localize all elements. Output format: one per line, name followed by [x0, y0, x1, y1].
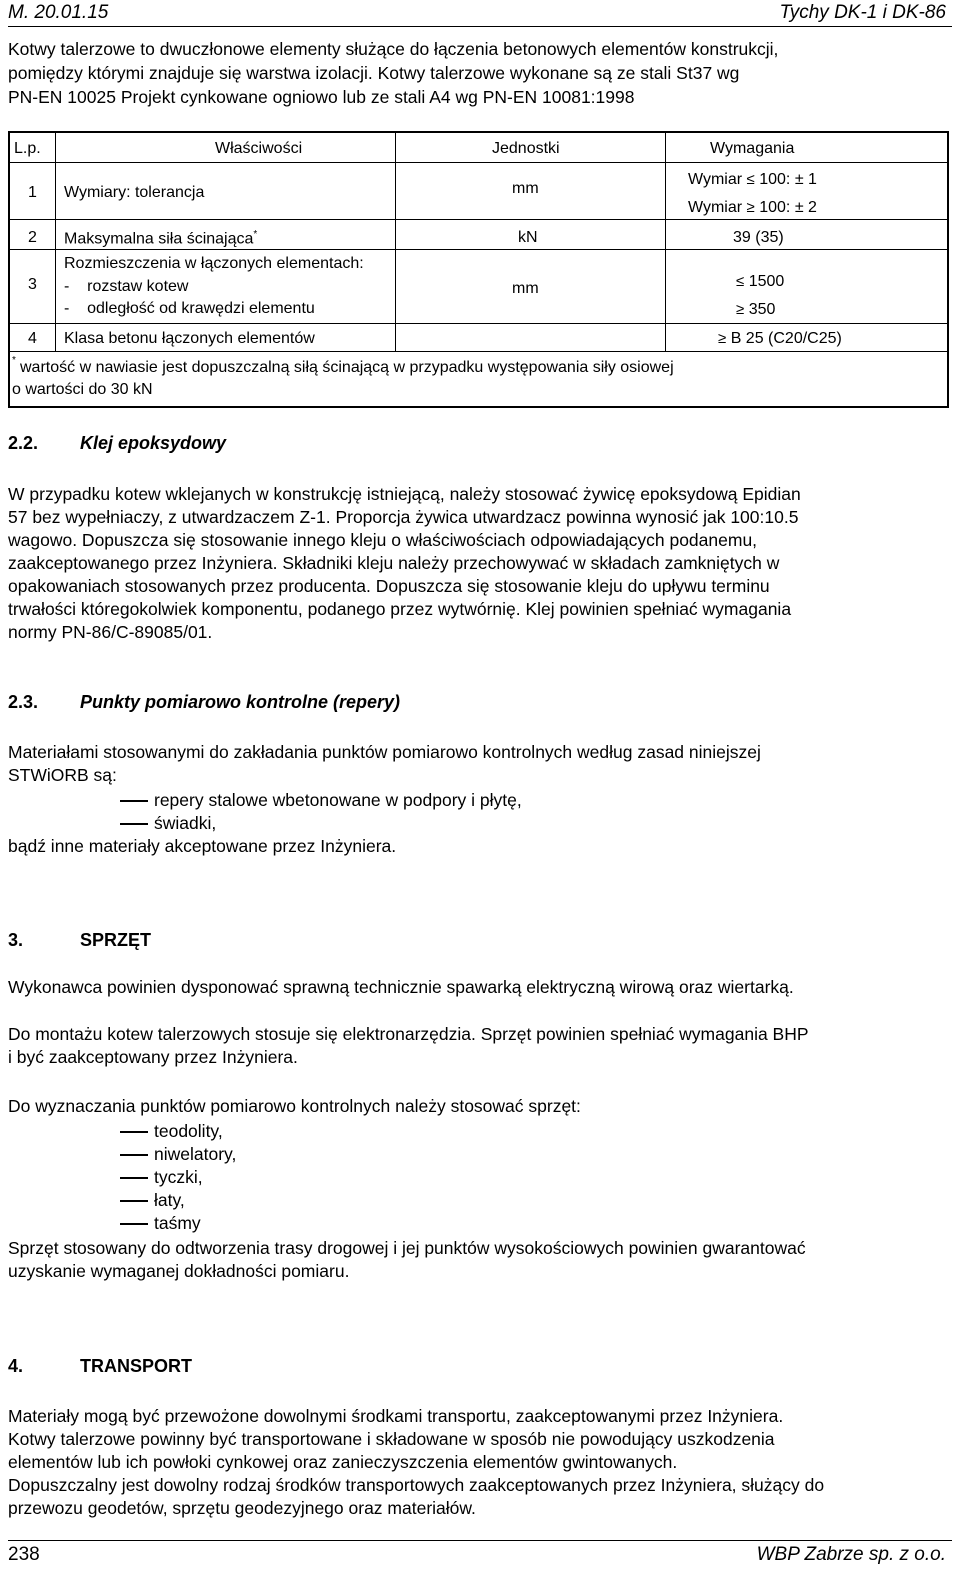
row3-sub-spacing: - rozstaw kotew	[64, 278, 189, 295]
list-item: świadki,	[154, 813, 217, 833]
text-line: uzyskanie wymaganej dokładności pomiaru.	[8, 1261, 350, 1281]
row3-sub-edge: - odległość od krawędzi elementu	[64, 300, 315, 317]
dash-bullet-icon	[120, 1154, 148, 1156]
header-date: M. 20.01.15	[8, 2, 109, 23]
list-item: repery stalowe wbetonowane w podpory i płytę,	[154, 790, 522, 810]
plusminus-symbol: ±	[794, 171, 804, 188]
row1-lp: 1	[28, 184, 37, 201]
list-item: teodolity,	[154, 1121, 223, 1141]
footnote-line: wartość w nawiasie jest dopuszczalną siłą ścinającą w przypadku występowania siły osiowej	[20, 359, 674, 376]
row4-requirement: ≥ B 25 (C20/C25)	[718, 330, 842, 347]
row1-req-line2: Wymiar ≥ 100: ± 2	[688, 199, 817, 216]
leq-symbol: ≤	[736, 273, 745, 290]
text-line: Materiały mogą być przewożone dowolnymi środkami transportu, zaakceptowanymi przez Inżyniera.	[8, 1406, 784, 1426]
list-item: taśmy	[154, 1213, 201, 1233]
footnote-mark: *	[12, 355, 16, 366]
leq-symbol: ≤	[746, 171, 755, 188]
header-project: Tychy DK-1 i DK-86	[779, 2, 946, 23]
table-rule	[8, 249, 947, 250]
geq-symbol: ≥	[746, 199, 755, 216]
table-rule	[8, 219, 947, 220]
list-item: niwelatory,	[154, 1144, 237, 1164]
text-line: Materiałami stosowanymi do zakładania punktów pomiarowo kontrolnych według zasad niniejszej	[8, 742, 761, 762]
table-rule	[8, 351, 947, 352]
row3-unit: mm	[512, 280, 539, 297]
text-line: wagowo. Dopuszcza się stosowanie innego kleju o właściwościach odpowiadających podanemu,	[8, 530, 758, 550]
text-line: elementów lub ich powłoki cynkowej oraz zanieczyszczenia elementów gwintowanych.	[8, 1452, 678, 1472]
row1-unit: mm	[512, 180, 539, 197]
th-lp: L.p.	[14, 140, 41, 157]
geq-symbol: ≥	[718, 330, 727, 347]
row1-req-line1: Wymiar ≤ 100: ± 1	[688, 171, 817, 188]
section-title: Punkty pomiarowo kontrolne (repery)	[80, 692, 401, 712]
section-number: 2.3.	[8, 692, 39, 712]
row3-req-spacing: ≤ 1500	[736, 273, 785, 290]
list-item: tyczki,	[154, 1167, 203, 1187]
footer-company: WBP Zabrze sp. z o.o.	[756, 1544, 946, 1565]
geq-symbol: ≥	[736, 301, 745, 318]
th-units: Jednostki	[492, 140, 560, 157]
dash-bullet-icon	[120, 823, 148, 825]
text-line: normy PN-86/C-89085/01.	[8, 622, 213, 642]
table-col-rule	[665, 131, 666, 351]
intro-line: Kotwy talerzowe to dwuczłonowe elementy służące do łączenia betonowych elementów konstrukcji,	[8, 39, 779, 59]
table-col-rule	[395, 131, 396, 351]
table-rule	[8, 323, 947, 324]
section-title: Klej epoksydowy	[80, 433, 227, 453]
text-line: Do montażu kotew talerzowych stosuje się elektronarzędzia. Sprzęt powinien spełniać wymagania BHP	[8, 1024, 809, 1044]
text-line: 57 bez wypełniaczy, z utwardzaczem Z-1. Proporcja żywica utwardzacz powinna wynosić jak 100:10.5	[8, 507, 799, 527]
row2-property: Maksymalna siła ścinająca*	[64, 229, 258, 248]
text-line: W przypadku kotew wklejanych w konstrukcję istniejącą, należy stosować żywicę epoksydową Epidian	[8, 484, 801, 504]
text-line: zaakceptowanego przez Inżyniera. Składniki kleju należy przechowywać w składach zamkniętych w	[8, 553, 780, 573]
dash-bullet-icon	[120, 800, 148, 802]
page-number: 238	[8, 1544, 40, 1565]
row4-lp: 4	[28, 330, 37, 347]
dash-bullet-icon	[120, 1200, 148, 1202]
footnote-line: o wartości do 30 kN	[12, 381, 153, 398]
section-number: 3.	[8, 930, 24, 950]
section-title: TRANSPORT	[80, 1356, 192, 1376]
row2-unit: kN	[518, 229, 538, 246]
row3-lp: 3	[28, 276, 37, 293]
dash-bullet-icon	[120, 1177, 148, 1179]
row3-req-edge: ≥ 350	[736, 301, 776, 318]
row2-lp: 2	[28, 229, 37, 246]
text-line: opakowaniach stosowanych przez producenta. Dopuszcza się stosowanie kleju do upływu terminu	[8, 576, 770, 596]
dash-bullet-icon	[120, 1131, 148, 1133]
list-item: łaty,	[154, 1190, 185, 1210]
text-line: bądź inne materiały akceptowane przez Inżyniera.	[8, 836, 397, 856]
section-title: SPRZĘT	[80, 930, 152, 950]
row4-property: Klasa betonu łączonych elementów	[64, 330, 315, 347]
th-requirements: Wymagania	[710, 140, 795, 157]
intro-line: PN-EN 10025 Projekt cynkowane ogniowo lub ze stali A4 wg PN-EN 10081:1998	[8, 87, 635, 107]
row2-requirement: 39 (35)	[733, 229, 784, 246]
text-line: Kotwy talerzowe powinny być transportowane i składowane w sposób nie powodujący uszkodzenia	[8, 1429, 775, 1449]
text-line: trwałości któregokolwiek komponentu, podanego przez wytwórnię. Klej powinien spełniać wymagania	[8, 599, 792, 619]
text-line: STWiORB są:	[8, 765, 117, 785]
text-line: Dopuszczalny jest dowolny rodzaj środków transportowych zaakceptowanych przez Inżyniera, służący do	[8, 1475, 825, 1495]
text-line: przewozu geodetów, sprzętu geodezyjnego oraz materiałów.	[8, 1498, 476, 1518]
header-rule	[8, 26, 952, 27]
section-number: 4.	[8, 1356, 24, 1376]
th-properties: Właściwości	[215, 140, 303, 157]
dash-bullet-icon	[120, 1223, 148, 1225]
row1-property: Wymiary: tolerancja	[64, 184, 205, 201]
text-line: Wykonawca powinien dysponować sprawną technicznie spawarką elektryczną wirową oraz wiertarką.	[8, 977, 794, 997]
footer-rule	[8, 1540, 952, 1541]
text-line: Sprzęt stosowany do odtworzenia trasy drogowej i jej punktów wysokościowych powinien gwarantować	[8, 1238, 806, 1258]
text-line: i być zaakceptowany przez Inżyniera.	[8, 1047, 298, 1067]
table-rule	[8, 162, 947, 163]
intro-line: pomiędzy którymi znajduje się warstwa izolacji. Kotwy talerzowe wykonane są ze stali St37 wg	[8, 63, 740, 83]
plusminus-symbol: ±	[794, 199, 804, 216]
row3-property: Rozmieszczenia w łączonych elementach:	[64, 255, 364, 272]
text-line: Do wyznaczania punktów pomiarowo kontrolnych należy stosować sprzęt:	[8, 1096, 581, 1116]
section-number: 2.2.	[8, 433, 39, 453]
table-col-rule	[55, 131, 56, 351]
